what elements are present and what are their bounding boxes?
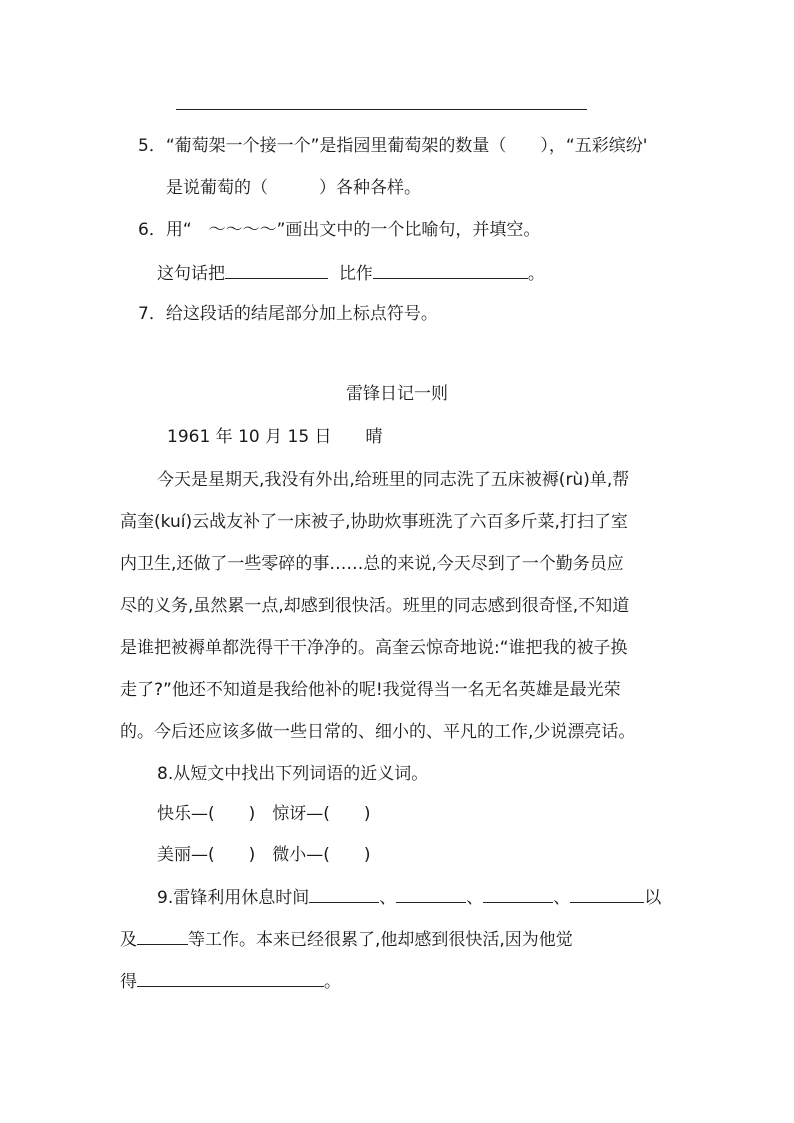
q6-fill-line: [157, 260, 545, 286]
answer-blank[interactable]: [483, 884, 553, 903]
q6-fill-label-b: 比作: [338, 264, 373, 284]
q9-separator: 、: [379, 888, 397, 908]
q9-l2b: 等工作。本来已经很累了,他却感到很快活,因为他觉: [188, 930, 573, 950]
answer-blank[interactable]: [309, 884, 379, 903]
answer-blank[interactable]: [137, 926, 188, 945]
diary-line: 内卫生,还做了一些零碎的事……总的来说,今天尽到了一个勤务员应: [120, 554, 624, 574]
q5-line1: 5．“葡萄架一个接一个”是指园里葡萄架的数量（ ），“五彩缤纷': [138, 136, 648, 156]
q8-prompt: 8.从短文中找出下列词语的近义词。: [157, 764, 429, 784]
diary-line: 尽的义务,虽然累一点,却感到很快活。班里的同志感到很奇怪,不知道: [120, 596, 630, 616]
q8-row2: 美丽—( ) 微小—( ): [157, 845, 371, 865]
q9-l3a: 得: [120, 972, 137, 992]
q6-line1: 6．用“ ～～～～”画出文中的一个比喻句，并填空。: [138, 220, 541, 240]
diary-title: 雷锋日记一则: [346, 384, 448, 404]
q9-end1: 以: [644, 888, 662, 908]
q9-separator: 、: [466, 888, 484, 908]
answer-line-top: [176, 109, 587, 110]
diary-line: 今天是星期天,我没有外出,给班里的同志洗了五床被褥(rù)单,帮: [157, 470, 630, 490]
answer-blank[interactable]: [225, 260, 328, 279]
q9-line2: [120, 926, 573, 952]
diary-line: 是谁把被褥单都洗得干干净净的。高奎云惊奇地说:“谁把我的被子换: [120, 638, 628, 658]
q9-line3: [120, 968, 341, 994]
q9-l3end: 。: [324, 972, 341, 992]
q6-fill-label-a: 这句话把: [157, 264, 225, 284]
q7-text: 7．给这段话的结尾部分加上标点符号。: [138, 304, 438, 324]
diary-date: 1961 年 10 月 15 日 晴: [167, 427, 383, 447]
q8-row1: 快乐—( ) 惊讶—( ): [157, 804, 371, 824]
q9-start: 9.雷锋利用休息时间: [157, 888, 310, 908]
q9-l2a: 及: [120, 930, 137, 950]
q5-line2: 是说葡萄的（ ）各种各样。: [166, 178, 421, 198]
answer-blank[interactable]: [570, 884, 644, 903]
answer-blank[interactable]: [373, 260, 528, 279]
q9-line1: [157, 884, 661, 910]
diary-line: 高奎(kuí)云战友补了一床被子,协助炊事班洗了六百多斤菜,打扫了室: [120, 512, 628, 532]
answer-blank[interactable]: [396, 884, 466, 903]
diary-line: 的。今后还应该多做一些日常的、细小的、平凡的工作,少说漂亮话。: [120, 722, 636, 742]
answer-blank[interactable]: [137, 968, 324, 987]
diary-line: 走了?”他还不知道是我给他补的呢!我觉得当一名无名英雄是最光荣: [120, 680, 621, 700]
q6-fill-end: 。: [527, 264, 545, 284]
q9-separator: 、: [553, 888, 571, 908]
